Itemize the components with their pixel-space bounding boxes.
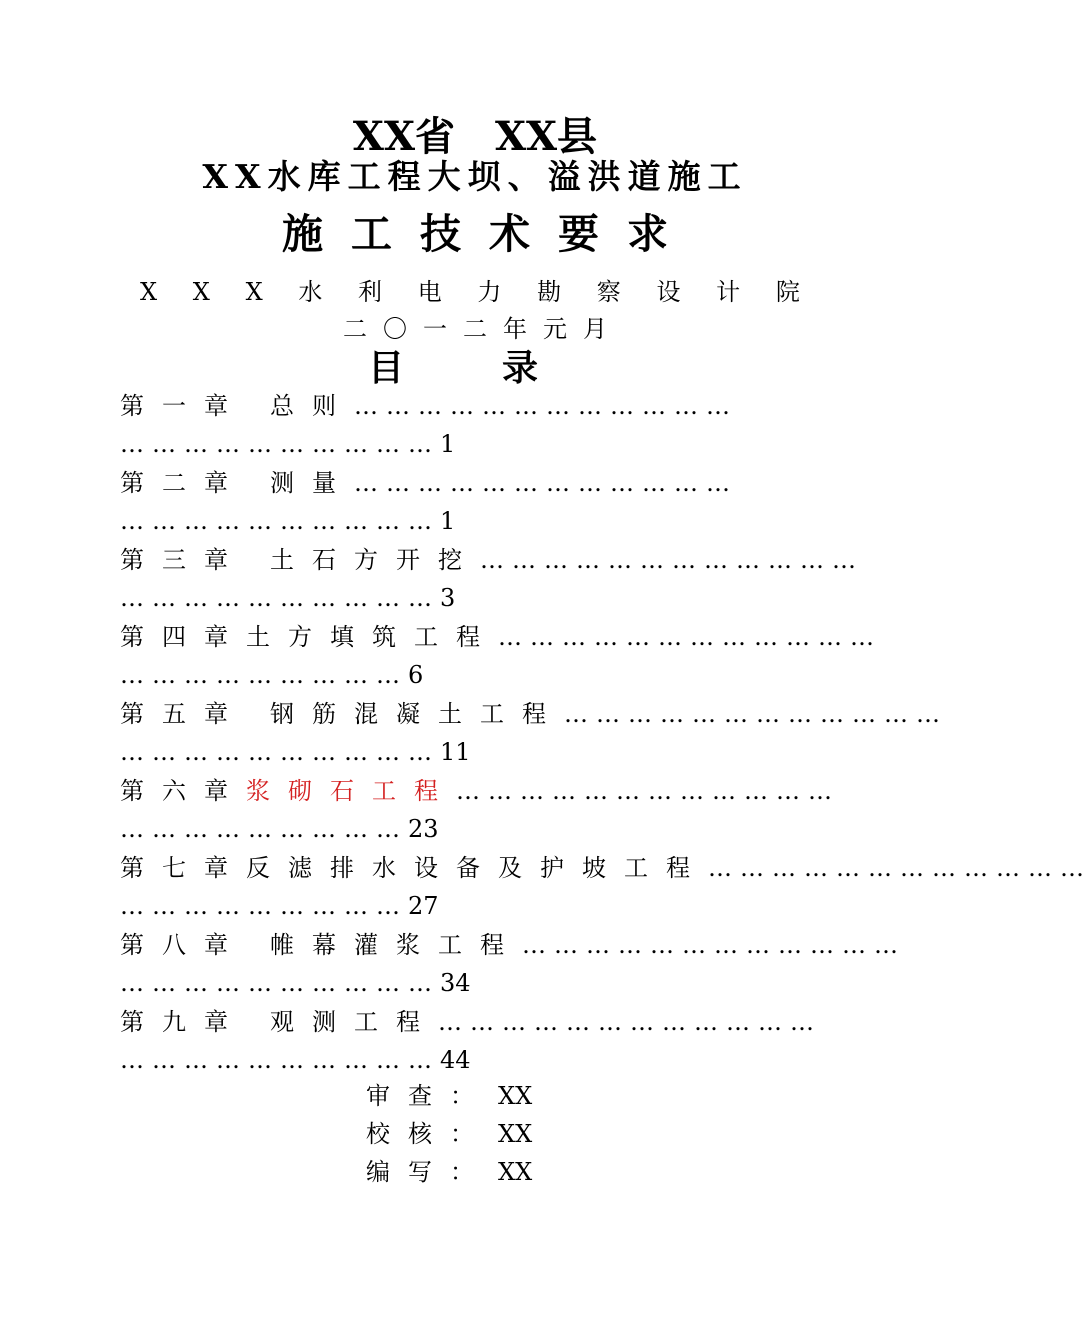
- toc-chapter-number: 第二章: [120, 469, 246, 497]
- toc-page-number: 34: [440, 969, 471, 997]
- signature-value: XX: [498, 1120, 533, 1148]
- cover-title-main: 施工技术要求: [282, 210, 696, 258]
- toc-leader-dots: ………………………………: [480, 546, 864, 574]
- org-char: 勘: [537, 278, 562, 306]
- toc-leader-dots: ………………………: [120, 892, 408, 920]
- toc-page-number: 44: [440, 1046, 471, 1074]
- org-char: 力: [477, 278, 502, 306]
- toc-chapter-name: 土方填筑工程: [246, 623, 498, 651]
- organization-name: [140, 274, 800, 310]
- org-char: 察: [596, 278, 621, 306]
- toc-leader-dots: ………………………………: [456, 777, 840, 805]
- signature-value: XX: [498, 1158, 533, 1186]
- toc-leader-dots: ………………………: [120, 661, 408, 689]
- toc-entry[interactable]: [120, 542, 864, 578]
- signature-row: [366, 1116, 586, 1152]
- org-char: 利: [358, 278, 383, 306]
- toc-leader-dots: ………………………………: [354, 392, 738, 420]
- toc-page-number: 11: [440, 738, 471, 766]
- toc-chapter-number: 第七章: [120, 854, 246, 882]
- toc-entry[interactable]: [120, 619, 882, 655]
- org-char: 计: [716, 278, 741, 306]
- toc-chapter-number: 第五章: [120, 700, 246, 728]
- toc-page-number: 6: [408, 661, 424, 689]
- toc-entry[interactable]: [120, 388, 820, 424]
- toc-page-number: 3: [440, 584, 456, 612]
- toc-chapter-number: 第四章: [120, 623, 246, 651]
- toc-leader-dots: ………………………………: [354, 469, 738, 497]
- cover-title-project: XX水库工程大坝、溢洪道施工: [202, 157, 748, 196]
- org-char: 院: [775, 278, 800, 306]
- signature-label: 校核：: [366, 1120, 492, 1148]
- toc-entry[interactable]: [120, 773, 840, 809]
- toc-entry-continuation: [120, 965, 820, 1001]
- toc-title-char: 目: [368, 347, 405, 389]
- toc-leader-dots: …………………………: [120, 584, 440, 612]
- toc-chapter-name: 测量: [270, 469, 354, 497]
- toc-page-number: 27: [408, 892, 439, 920]
- toc-chapter-name: 土石方开挖: [270, 546, 480, 574]
- signature-value: XX: [498, 1082, 533, 1110]
- toc-chapter-name: 观测工程: [270, 1008, 438, 1036]
- toc-entry[interactable]: [120, 696, 948, 732]
- org-char: 设: [656, 278, 681, 306]
- toc-leader-dots: ………………………: [120, 815, 408, 843]
- toc-chapter-number: 第八章: [120, 931, 246, 959]
- toc-title: [368, 346, 538, 390]
- toc-chapter-number: 第一章: [120, 392, 246, 420]
- toc-leader-dots: …………………………: [120, 507, 440, 535]
- org-char: X: [140, 278, 158, 306]
- signature-row: [366, 1154, 586, 1190]
- toc-leader-dots: ………………………………: [438, 1008, 822, 1036]
- toc-entry[interactable]: [120, 465, 820, 501]
- toc-entry[interactable]: [120, 1004, 820, 1040]
- signature-label: 编写：: [366, 1158, 492, 1186]
- toc-chapter-name: 反滤排水设备及护坡工程: [246, 854, 708, 882]
- toc-entry-continuation: [120, 580, 820, 616]
- toc-leader-dots: …………………………: [120, 969, 440, 997]
- toc-title-char: 录: [501, 347, 538, 389]
- org-char: 电: [417, 278, 442, 306]
- toc-chapter-number: 第九章: [120, 1008, 246, 1036]
- toc-page-number: 23: [408, 815, 439, 843]
- org-char: X: [245, 278, 263, 306]
- toc-page-number: 1: [440, 430, 456, 458]
- org-char: X: [192, 278, 210, 306]
- toc-chapter-name: 帷幕灌浆工程: [270, 931, 522, 959]
- toc-chapter-number: 第六章: [120, 777, 246, 805]
- toc-entry[interactable]: [120, 850, 1092, 886]
- toc-entry[interactable]: [120, 927, 906, 963]
- document-date: 二〇一二年元月: [343, 315, 623, 343]
- toc-chapter-name: 浆砌石工程: [246, 777, 456, 805]
- toc-entry-continuation: [120, 811, 820, 847]
- toc-entry-continuation: [120, 503, 820, 539]
- toc-leader-dots: …………………………: [120, 738, 440, 766]
- toc-leader-dots: ………………………………: [498, 623, 882, 651]
- org-char: 水: [298, 278, 323, 306]
- cover-title-location: XX省 XX县: [352, 113, 598, 160]
- signature-row: [366, 1078, 586, 1114]
- toc-leader-dots: …………………………: [120, 1046, 440, 1074]
- toc-chapter-name: 钢筋混凝土工程: [270, 700, 564, 728]
- toc-entry-continuation: [120, 426, 820, 462]
- toc-entry-continuation: [120, 888, 820, 924]
- toc-chapter-number: 第三章: [120, 546, 246, 574]
- signature-label: 审查：: [366, 1082, 492, 1110]
- toc-leader-dots: …………………………: [120, 430, 440, 458]
- toc-entry-continuation: [120, 1042, 820, 1078]
- toc-leader-dots: ………………………………: [522, 931, 906, 959]
- toc-chapter-name: 总则: [270, 392, 354, 420]
- toc-entry-continuation: [120, 734, 820, 770]
- toc-entry-continuation: [120, 657, 820, 693]
- toc-leader-dots: ………………………………: [708, 854, 1092, 882]
- toc-leader-dots: ………………………………: [564, 700, 948, 728]
- toc-page-number: 1: [440, 507, 456, 535]
